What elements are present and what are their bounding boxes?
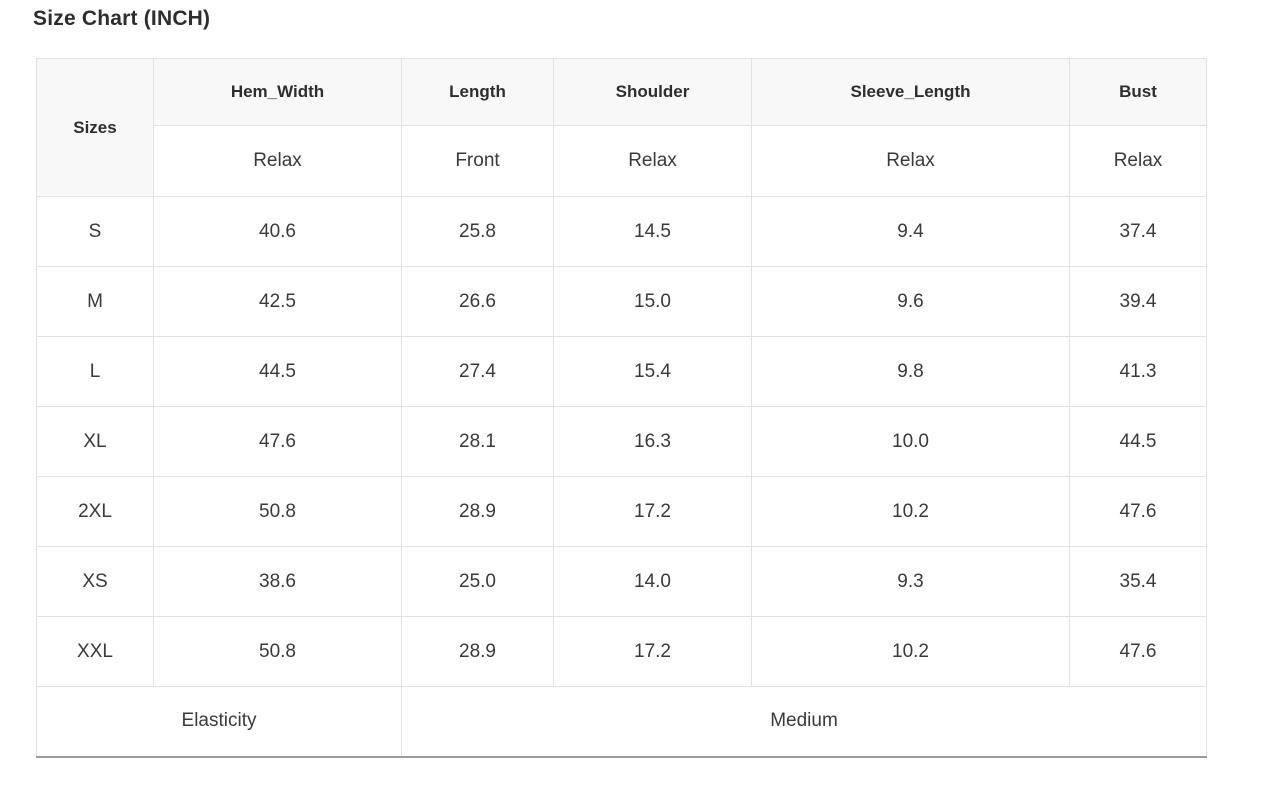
- size-cell: XL: [37, 407, 154, 477]
- size-cell: L: [37, 337, 154, 407]
- table-row: [37, 477, 1207, 547]
- subheader-shoulder: Relax: [554, 126, 752, 197]
- value-cell: 25.8: [402, 197, 554, 267]
- value-cell: 44.5: [154, 337, 402, 407]
- value-cell: 17.2: [554, 477, 752, 547]
- value-cell: 50.8: [154, 477, 402, 547]
- value-cell: 47.6: [1070, 477, 1207, 547]
- value-cell: 40.6: [154, 197, 402, 267]
- value-cell: 35.4: [1070, 547, 1207, 617]
- page-title: Size Chart (INCH): [33, 7, 211, 30]
- subheader-bust: Relax: [1070, 126, 1207, 197]
- column-header-length: Length: [402, 59, 554, 126]
- value-cell: 9.6: [752, 267, 1070, 337]
- value-cell: 37.4: [1070, 197, 1207, 267]
- value-cell: 47.6: [1070, 617, 1207, 687]
- column-header-hem-width: Hem_Width: [154, 59, 402, 126]
- value-cell: 17.2: [554, 617, 752, 687]
- value-cell: 50.8: [154, 617, 402, 687]
- value-cell: 10.0: [752, 407, 1070, 477]
- table-row: [37, 337, 1207, 407]
- value-cell: 47.6: [154, 407, 402, 477]
- subheader-sleeve-length: Relax: [752, 126, 1070, 197]
- value-cell: 28.1: [402, 407, 554, 477]
- elasticity-value-cell: Medium: [402, 687, 1207, 757]
- value-cell: 9.3: [752, 547, 1070, 617]
- corner-header-sizes: Sizes: [37, 59, 154, 197]
- value-cell: 16.3: [554, 407, 752, 477]
- table-row: [37, 197, 1207, 267]
- table-footer-row: [37, 687, 1207, 757]
- value-cell: 10.2: [752, 617, 1070, 687]
- table-row: [37, 267, 1207, 337]
- value-cell: 25.0: [402, 547, 554, 617]
- value-cell: 39.4: [1070, 267, 1207, 337]
- subheader-length: Front: [402, 126, 554, 197]
- size-cell: XXL: [37, 617, 154, 687]
- value-cell: 28.9: [402, 617, 554, 687]
- column-header-shoulder: Shoulder: [554, 59, 752, 126]
- size-chart-table: [36, 58, 1207, 758]
- size-cell: 2XL: [37, 477, 154, 547]
- table-subheader-row: [37, 126, 1207, 197]
- value-cell: 10.2: [752, 477, 1070, 547]
- value-cell: 38.6: [154, 547, 402, 617]
- subheader-hem-width: Relax: [154, 126, 402, 197]
- table-header-row: [37, 59, 1207, 126]
- value-cell: 9.4: [752, 197, 1070, 267]
- value-cell: 27.4: [402, 337, 554, 407]
- table-row: [37, 547, 1207, 617]
- size-cell: M: [37, 267, 154, 337]
- column-header-sleeve-length: Sleeve_Length: [752, 59, 1070, 126]
- value-cell: 15.4: [554, 337, 752, 407]
- value-cell: 15.0: [554, 267, 752, 337]
- value-cell: 41.3: [1070, 337, 1207, 407]
- size-cell: XS: [37, 547, 154, 617]
- table-row: [37, 407, 1207, 477]
- value-cell: 9.8: [752, 337, 1070, 407]
- elasticity-label-cell: Elasticity: [37, 687, 402, 757]
- value-cell: 14.0: [554, 547, 752, 617]
- value-cell: 44.5: [1070, 407, 1207, 477]
- value-cell: 28.9: [402, 477, 554, 547]
- value-cell: 42.5: [154, 267, 402, 337]
- column-header-bust: Bust: [1070, 59, 1207, 126]
- value-cell: 26.6: [402, 267, 554, 337]
- size-cell: S: [37, 197, 154, 267]
- value-cell: 14.5: [554, 197, 752, 267]
- table-row: [37, 617, 1207, 687]
